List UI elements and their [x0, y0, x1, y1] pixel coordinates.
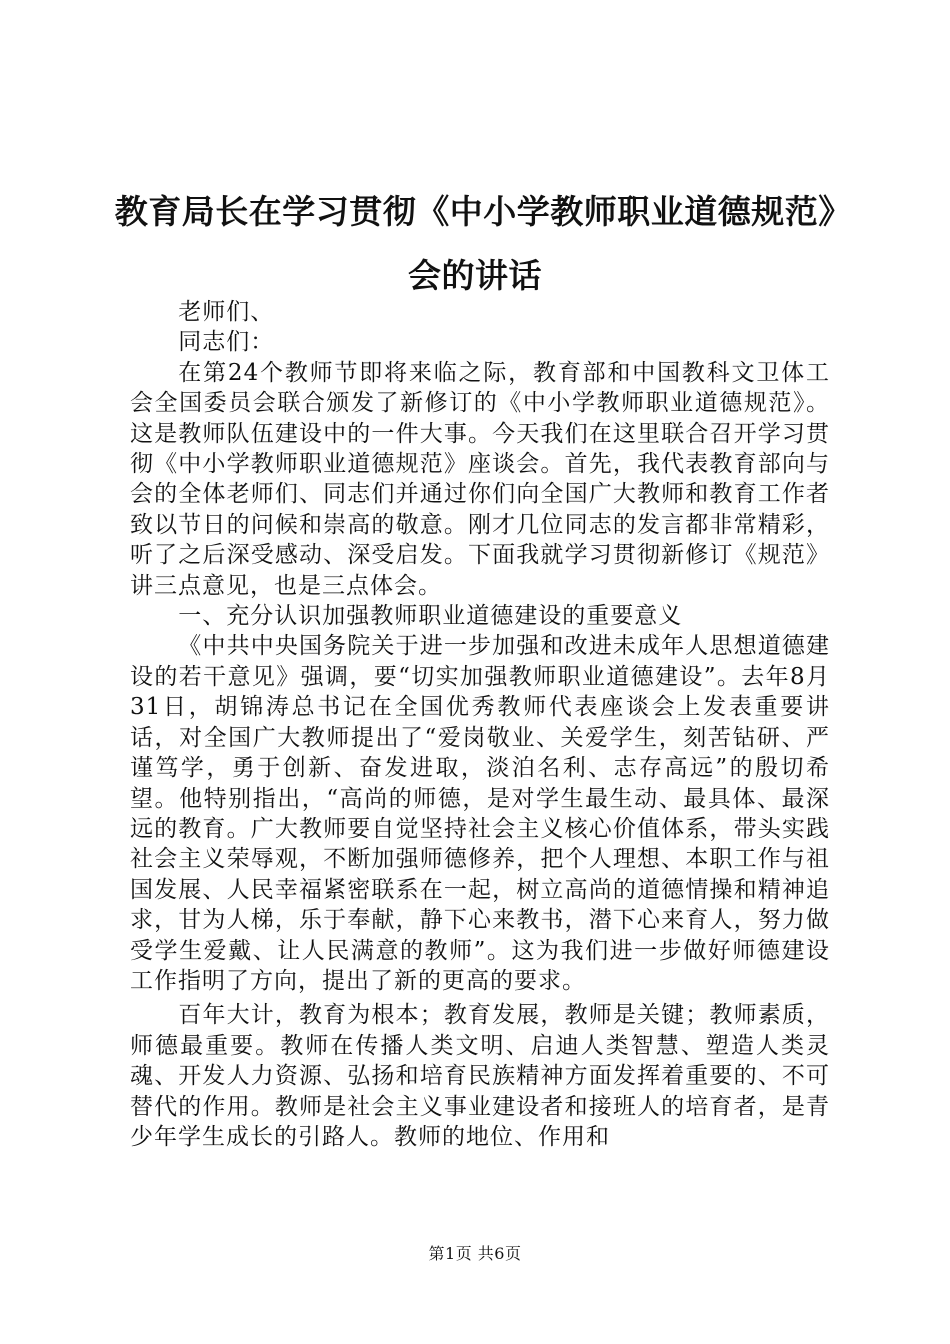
paragraph-intro: 在第24个教师节即将来临之际，教育部和中国教科文卫体工会全国委员会联合颁发了新修订的《中小学教师职业道德规范》。这是教师队伍建设中的一件大事。今天我们在这里联合召开学习贯彻《中小学教师职业道德规范》座谈会。首先，我代表教育部向与会的全体老师们、同志们并通过你们向全国广大教师和教育工作者致以节日的问候和崇高的敬意。刚才几位同志的发言都非常精彩，听了之后深受感动、深受启发。下面我就学习贯彻新修订《规范》讲三点意见，也是三点体会。: [130, 359, 830, 599]
section-heading-1: 一、充分认识加强教师职业道德建设的重要意义: [178, 603, 683, 630]
paragraph-section-1: 《中共中央国务院关于进一步加强和改进未成年人思想道德建设的若干意见》强调，要“切实加强教师职业道德建设”。去年8月31日，胡锦涛总书记在全国优秀教师代表座谈会上发表重要讲话，对全国广大教师提出了“爱岗敬业、关爱学生，刻苦钻研、严谨笃学，勇于创新、奋发进取，淡泊名利、志存高远”的殷切希望。他特别指出，“高尚的师德，是对学生最生动、最具体、最深远的教育。广大教师要自觉坚持社会主义核心价值体系，带头实践社会主义荣辱观，不断加强师德修养，把个人理想、本职工作与祖国发展、人民幸福紧密联系在一起，树立高尚的道德情操和精神追求，甘为人梯，乐于奉献，静下心来教书，潜下心来育人，努力做受学生爱戴、让人民满意的教师”。这为我们进一步做好师德建设工作指明了方向，提出了新的更高的要求。: [130, 633, 830, 994]
salutation-comrades: 同志们：: [178, 329, 275, 356]
document-body: [130, 297, 830, 1152]
paragraph-education-teachers: 百年大计，教育为根本；教育发展，教师是关键；教师素质，师德最重要。教师在传播人类文明、启迪人类智慧、塑造人类灵魂、开发人力资源、弘扬和培育民族精神方面发挥着重要的、不可替代的作用。教师是社会主义事业建设者和接班人的培育者，是青少年学生成长的引路人。教师的地位、作用和: [130, 1002, 830, 1150]
page-footer: 第1页 共6页: [428, 1244, 522, 1263]
document-title: 教育局长在学习贯彻《中小学教师职业道德规范》会的讲话: [114, 192, 836, 295]
salutation-teachers: 老师们、: [178, 299, 275, 325]
